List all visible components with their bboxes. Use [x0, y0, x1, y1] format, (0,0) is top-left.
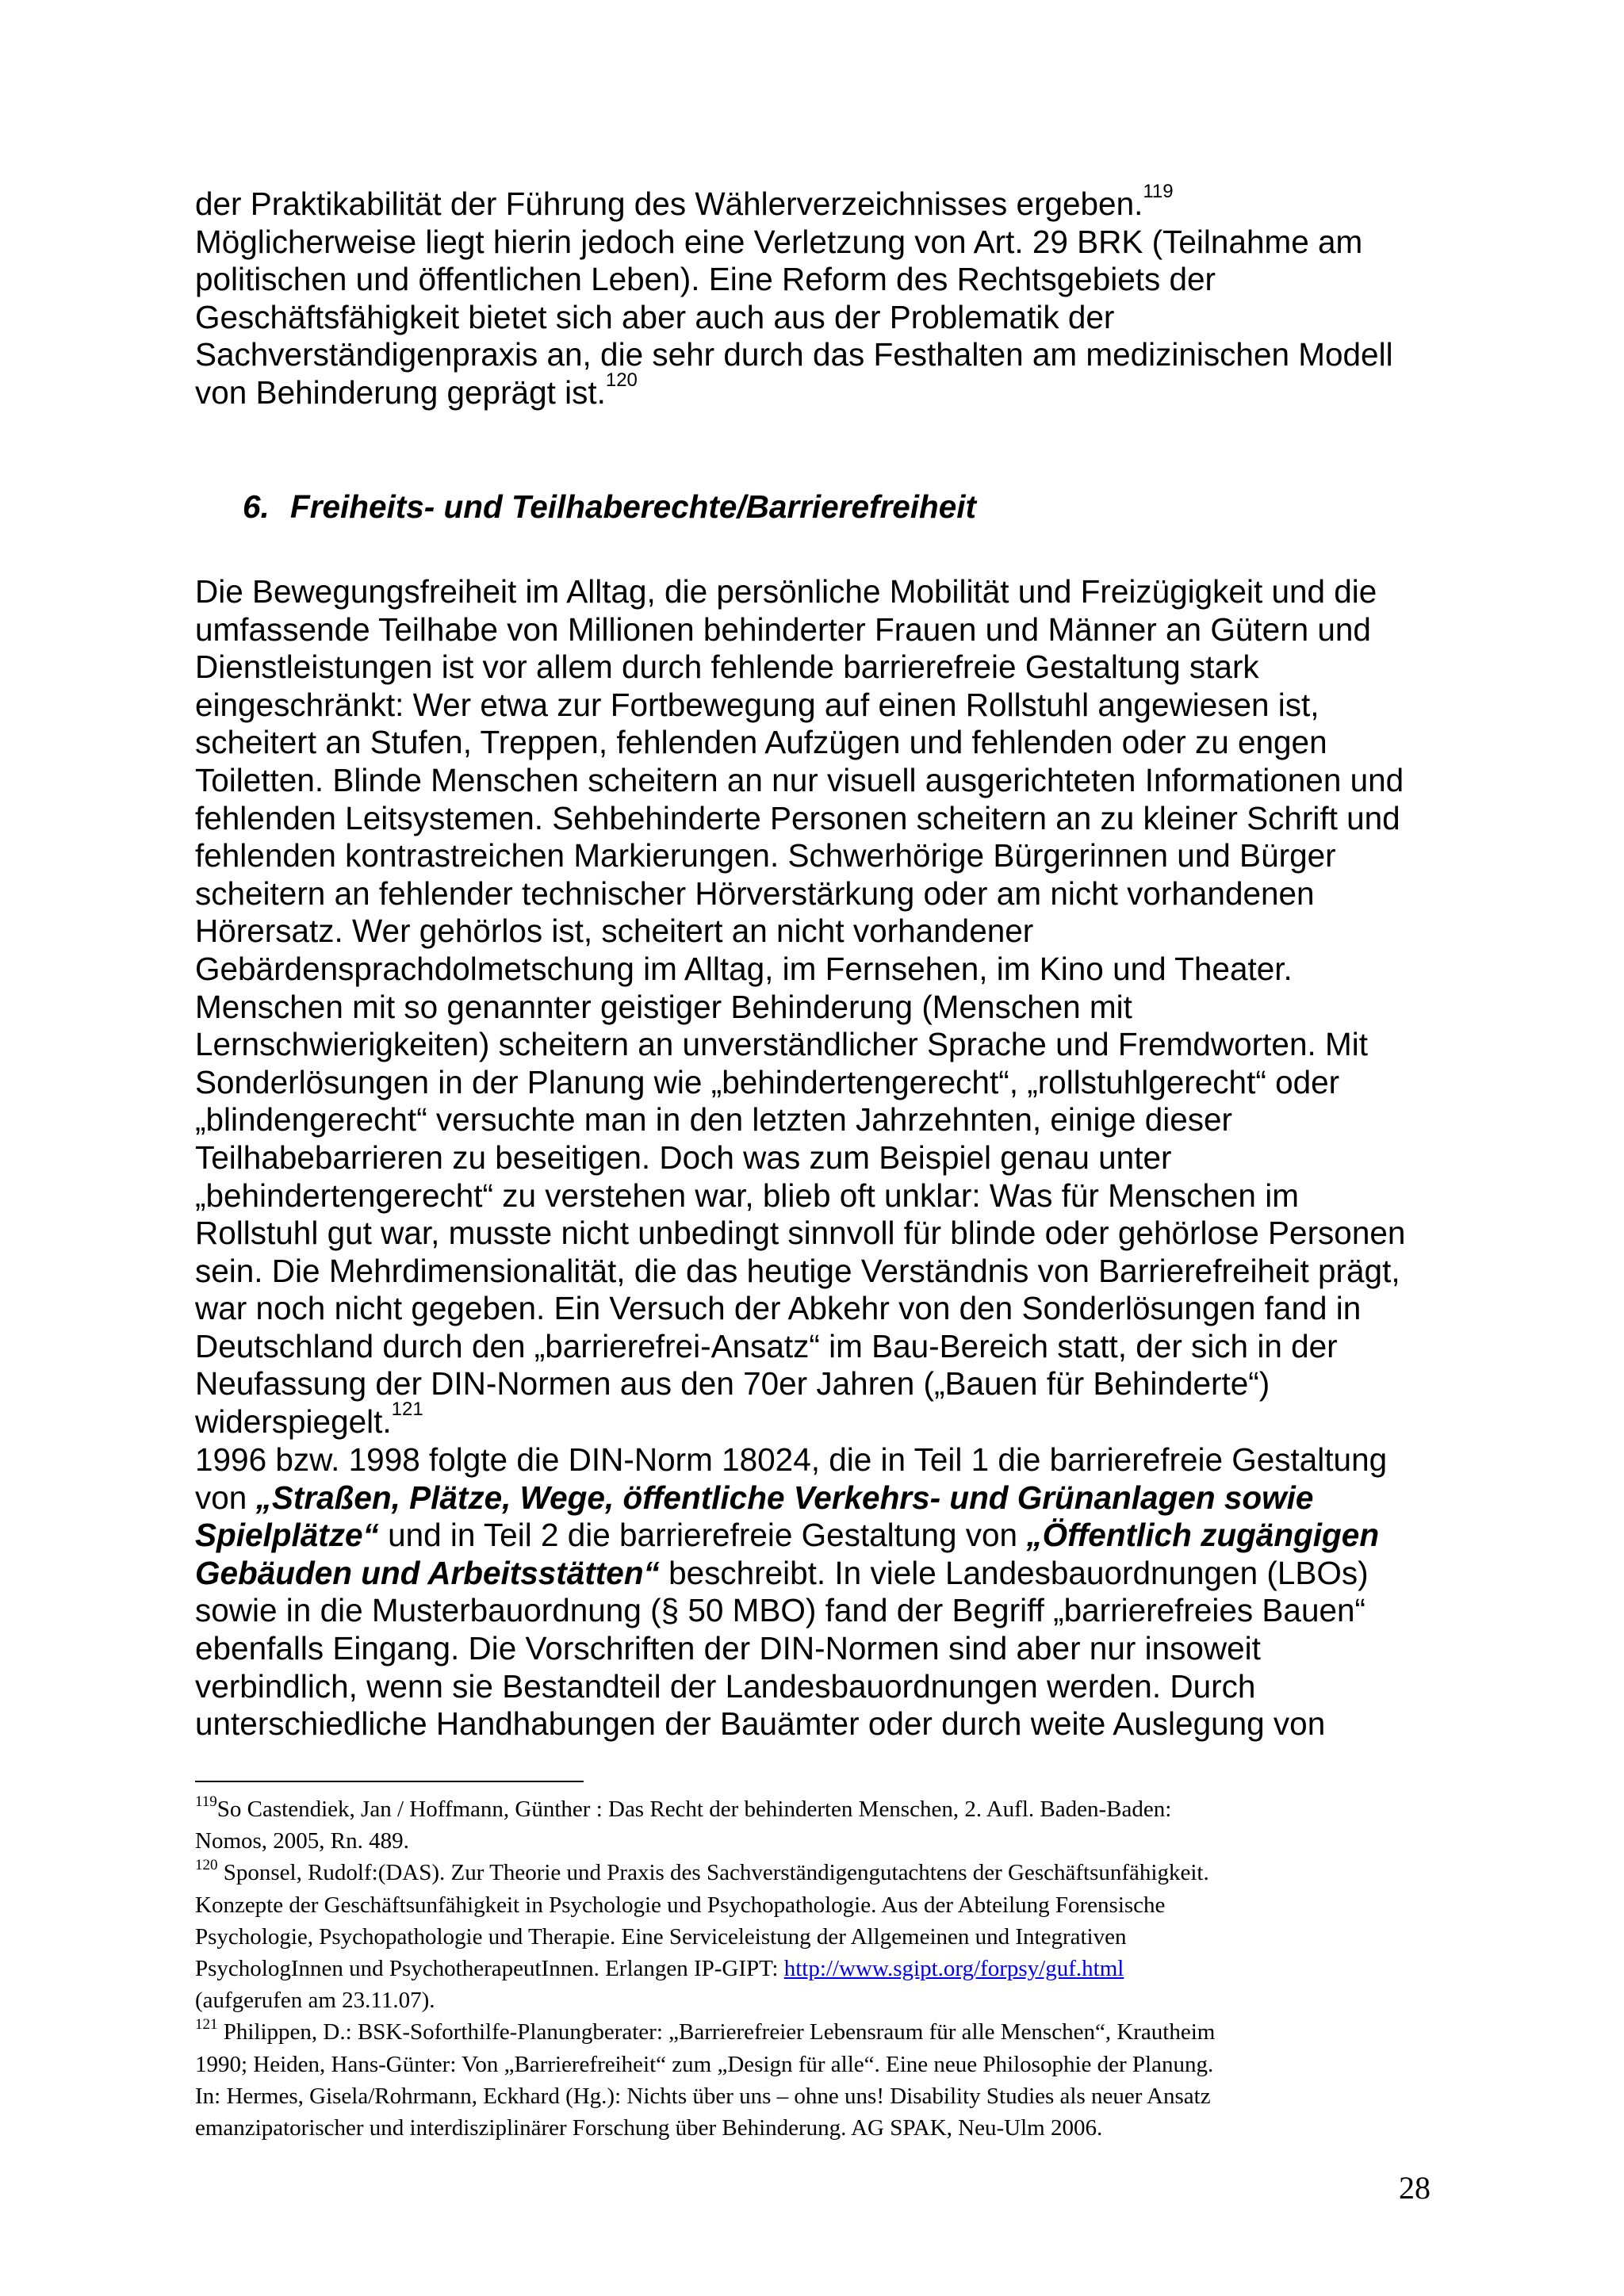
text-line: umfassende Teilhabe von Millionen behinderter Frauen und Männer an Gütern und [195, 610, 1371, 648]
text-line: Toiletten. Blinde Menschen scheitern an nur visuell ausgerichteten Informationen und [195, 761, 1404, 798]
text-line: sowie in die Musterbauordnung (§ 50 MBO) fand der Begriff „barrierefreies Bauen“ [195, 1592, 1366, 1629]
text-line: eingeschränkt: Wer etwa zur Fortbewegung auf einen Rollstuhl angewiesen ist, [195, 686, 1320, 723]
main-paragraph-2 [195, 1441, 1448, 1743]
footnote-119: $^{119}$So Castendiek, Jan / Hoffmann, Günther : Das Recht der behinderten Menschen, 2. Aufl. Baden-Baden: Nomos, 2005, Rn. 489. [195, 1793, 1172, 1854]
text-line: Geschäftsfähigkeit bietet sich aber auch aus der Problematik der [195, 298, 1115, 335]
main-paragraph-1 [195, 573, 1448, 1441]
text-line: scheitert an Stufen, Treppen, fehlenden Aufzügen und fehlenden oder zu engen [195, 724, 1327, 761]
section-title: Freiheits- und Teilhaberechte/Barrierefreiheit [290, 488, 976, 525]
text-line: Gebärdensprachdolmetschung im Alltag, im Fernsehen, im Kino und Theater. [195, 950, 1293, 987]
intro-paragraph [195, 181, 1448, 412]
text-line: „blindengerecht“ versuchte man in den letzten Jahrzehnten, einige dieser [195, 1101, 1233, 1138]
text-line: war noch nicht gegeben. Ein Versuch der Abkehr von den Sonderlösungen fand in [195, 1290, 1362, 1327]
text-line: Spielplätze“ und in Teil 2 die barrierefreie Gestaltung von „Öffentlich zugängigen [195, 1517, 1380, 1554]
footnote-120: $^{120}$ Sponsel, Rudolf:(DAS). Zur Theorie und Praxis des Sachverständigengutachtens der Geschäftsunfähigkeit. Konzepte der Geschäftsunfähigkeit in Psychologie und Psychopathologie. Aus der Abteilung Forensische Psychologie, Psychopathologie und Therapie. Eine Serviceleistung der Allgemeinen und Integrativen PsychologInnen und PsychotherapeutInnen. Erlangen IP-GIPT: http://www.sgipt.org/forpsy/guf.html (aufgerufen am 23.11.07). [195, 1857, 1209, 2014]
italic-quote: „Öffentlich zugängigen [1026, 1517, 1380, 1554]
text-line: politischen und öffentlichen Leben). Eine Reform des Rechtsgebiets der [195, 261, 1216, 298]
text-line: fehlenden Leitsystemen. Sehbehinderte Personen scheitern an zu kleiner Schrift und [195, 799, 1400, 836]
text-line: von „Straßen, Plätze, Wege, öffentliche Verkehrs- und Grünanlagen sowie [195, 1479, 1314, 1516]
text-line: Deutschland durch den „barrierefrei-Ansatz“ im Bau-Bereich statt, der sich in der [195, 1327, 1338, 1364]
footnote-ref-119[interactable]: 119 [1143, 181, 1174, 202]
italic-quote: Spielplätze“ [195, 1517, 379, 1554]
text-line: sein. Die Mehrdimensionalität, die das heutige Verständnis von Barrierefreiheit prägt, [195, 1252, 1400, 1289]
section-number: 6. [243, 488, 270, 525]
source-link[interactable]: http://www.sgipt.org/forpsy/guf.html [783, 1956, 1124, 1982]
text-line: Sachverständigenpraxis an, die sehr durch das Festhalten am medizinischen Modell [195, 336, 1393, 373]
text-line: Sonderlösungen in der Planung wie „behindertengerecht“, „rollstuhlgerecht“ oder [195, 1063, 1340, 1100]
footnote-ref-120[interactable]: 120 [605, 369, 638, 391]
footnote-number: 119 [195, 1793, 217, 1810]
footnote-121: $^{121}$ Philippen, D.: BSK-Soforthilfe-Planungberater: „Barrierefreier Lebensraum für alle Menschen“, Krautheim 1990; Heiden, Hans-Günter: Von „Barrierefreiheit“ zum „Design für alle“. Eine neue Philosophie der Planung. In: Hermes, Gisela/Rohrmann, Eckhard (Hg.): Nichts über uns – ohne uns! Disability Studies als neuer Ansatz emanzipatorischer und interdisziplinärer Forschung über Behinderung. AG SPAK, Neu-Ulm 2006. [195, 2016, 1216, 2141]
text-line: Lernschwierigkeiten) scheitern an unverständlicher Sprache und Fremdworten. Mit [195, 1026, 1368, 1063]
footnote-number: 120 [195, 1857, 218, 1874]
text-line: der Praktikabilität der Führung des Wählerverzeichnisses ergeben.$^{119}$ [195, 181, 1174, 222]
text-line: „behindertengerecht“ zu verstehen war, blieb oft unklar: Was für Menschen im [195, 1177, 1299, 1214]
footnote-ref-121[interactable]: 121 [391, 1399, 423, 1421]
section-heading [243, 488, 976, 526]
text-line: Gebäuden und Arbeitsstätten“ beschreibt. In viele Landesbauordnungen (LBOs) [195, 1554, 1369, 1591]
text-line: unterschiedliche Handhabungen der Bauämter oder durch weite Auslegung von [195, 1705, 1326, 1743]
text-line: fehlenden kontrastreichen Markierungen. Schwerhörige Bürgerinnen und Bürger [195, 837, 1336, 874]
text-line: verbindlich, wenn sie Bestandteil der Landesbauordnungen werden. Durch [195, 1667, 1256, 1705]
page-number: 28 [1399, 2170, 1431, 2206]
text-line: scheitern an fehlender technischer Hörverstärkung oder am nicht vorhandenen [195, 874, 1315, 912]
italic-quote: Gebäuden und Arbeitsstätten“ [195, 1554, 660, 1591]
text-line: von Behinderung geprägt ist.$^{120}$ [195, 369, 638, 411]
text-line: widerspiegelt.$^{121}$ [195, 1399, 423, 1441]
text-line: Möglicherweise liegt hierin jedoch eine Verletzung von Art. 29 BRK (Teilnahme am [195, 223, 1363, 260]
text-line: Dienstleistungen ist vor allem durch fehlende barrierefreie Gestaltung stark [195, 649, 1259, 686]
text-line: Neufassung der DIN-Normen aus den 70er Jahren („Bauen für Behinderte“) [195, 1365, 1270, 1402]
footnotes [195, 1793, 1448, 2144]
italic-quote: „Straßen, Plätze, Wege, öffentliche Verkehrs- und Grünanlagen sowie [255, 1479, 1314, 1516]
text-line: 1996 bzw. 1998 folgte die DIN-Norm 18024, die in Teil 1 die barrierefreie Gestaltung [195, 1441, 1388, 1478]
text-line: Menschen mit so genannter geistiger Behinderung (Menschen mit [195, 988, 1132, 1025]
text-line: Teilhabebarrieren zu beseitigen. Doch was zum Beispiel genau unter [195, 1138, 1172, 1176]
text-line: Rollstuhl gut war, musste nicht unbedingt sinnvoll für blinde oder gehörlose Personen [195, 1215, 1406, 1252]
footnote-divider [195, 1781, 584, 1782]
text-line: Die Bewegungsfreiheit im Alltag, die persönliche Mobilität und Freizügigkeit und die [195, 573, 1377, 610]
footnote-number: 121 [195, 2016, 218, 2034]
text-line: Hörersatz. Wer gehörlos ist, scheitert an nicht vorhandener [195, 913, 1034, 950]
text-line: ebenfalls Eingang. Die Vorschriften der DIN-Normen sind aber nur insoweit [195, 1629, 1261, 1667]
